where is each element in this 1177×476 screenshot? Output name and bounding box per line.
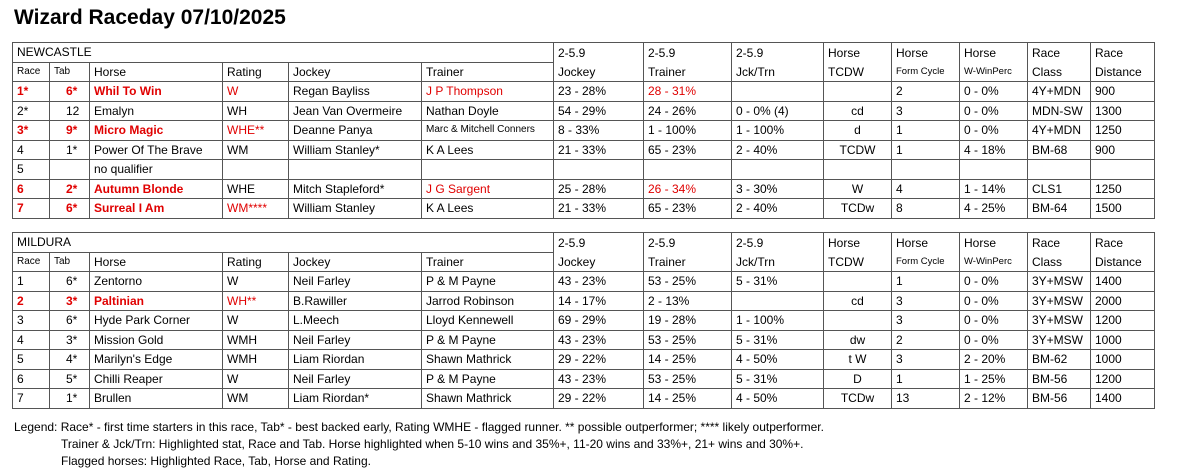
tab-cell: 6* <box>50 272 90 292</box>
legend-line-2: Trainer & Jck/Trn: Highlighted stat, Race and Tab. Horse highlighted when 5-10 wins and 35%+, 11-20 wins and 33%+, 21+ wins and 30%+. <box>61 437 804 451</box>
header-cell: Distance <box>1091 252 1155 272</box>
w-winperc-cell <box>960 160 1028 180</box>
form-cycle-cell <box>892 160 960 180</box>
rating-cell: WMH <box>223 350 289 370</box>
jockey-cell: Liam Riordan <box>289 350 422 370</box>
trainer-cell: Shawn Mathrick <box>422 350 554 370</box>
jockey-cell: William Stanley* <box>289 140 422 160</box>
table-row <box>13 369 1155 389</box>
header-cell: W-WinPerc <box>960 62 1028 82</box>
form-cycle-cell: 3 <box>892 350 960 370</box>
table-row <box>13 389 1155 409</box>
w-winperc-cell: 0 - 0% <box>960 330 1028 350</box>
page-title: Wizard Raceday 07/10/2025 <box>14 6 286 29</box>
mildura-table <box>12 232 1155 409</box>
header-top-cell: Race <box>1028 233 1091 253</box>
jck-trn-cell: 2 - 40% <box>732 199 824 219</box>
jockey-stat-cell: 43 - 23% <box>554 330 644 350</box>
jck-trn-cell: 5 - 31% <box>732 369 824 389</box>
trainer-cell: J P Thompson <box>422 82 554 102</box>
header-cell: Jck/Trn <box>732 62 824 82</box>
distance-cell: 1200 <box>1091 311 1155 331</box>
form-cycle-cell: 1 <box>892 121 960 141</box>
header-cell: Rating <box>223 62 289 82</box>
trainer-stat-cell: 24 - 26% <box>644 101 732 121</box>
trainer-stat-cell: 14 - 25% <box>644 389 732 409</box>
distance-cell: 1250 <box>1091 179 1155 199</box>
distance-cell: 1200 <box>1091 369 1155 389</box>
form-cycle-cell: 3 <box>892 291 960 311</box>
class-cell: 4Y+MDN <box>1028 82 1091 102</box>
header-top-cell: Race <box>1091 233 1155 253</box>
header-top-cell: 2-5.9 <box>554 43 644 63</box>
rating-cell: WHE <box>223 179 289 199</box>
header-cell: Horse <box>90 62 223 82</box>
form-cycle-cell: 2 <box>892 330 960 350</box>
table-row <box>13 160 1155 180</box>
tab-cell: 4* <box>50 350 90 370</box>
jockey-stat-cell: 54 - 29% <box>554 101 644 121</box>
trainer-stat-cell: 2 - 13% <box>644 291 732 311</box>
form-cycle-cell: 4 <box>892 179 960 199</box>
tab-cell: 6* <box>50 199 90 219</box>
horse-cell: Whil To Win <box>90 82 223 102</box>
rating-cell: WMH <box>223 330 289 350</box>
rating-cell: WM <box>223 389 289 409</box>
table-row <box>13 330 1155 350</box>
race-cell: 5 <box>13 350 50 370</box>
w-winperc-cell: 1 - 25% <box>960 369 1028 389</box>
w-winperc-cell: 2 - 20% <box>960 350 1028 370</box>
horse-cell: Autumn Blonde <box>90 179 223 199</box>
newcastle-table <box>12 42 1155 219</box>
horse-cell: Paltinian <box>90 291 223 311</box>
horse-cell: Zentorno <box>90 272 223 292</box>
race-cell: 2 <box>13 291 50 311</box>
rating-cell <box>223 160 289 180</box>
tcdw-cell: cd <box>824 101 892 121</box>
jockey-cell: William Stanley <box>289 199 422 219</box>
table-row <box>13 272 1155 292</box>
jockey-stat-cell: 29 - 22% <box>554 389 644 409</box>
tcdw-cell: W <box>824 179 892 199</box>
rating-cell: W <box>223 272 289 292</box>
class-cell: 3Y+MSW <box>1028 291 1091 311</box>
race-cell: 7 <box>13 199 50 219</box>
class-cell: BM-64 <box>1028 199 1091 219</box>
jockey-stat-cell: 69 - 29% <box>554 311 644 331</box>
legend-line-3: Flagged horses: Highlighted Race, Tab, Horse and Rating. <box>61 454 371 468</box>
meeting-name: NEWCASTLE <box>13 43 554 63</box>
w-winperc-cell: 0 - 0% <box>960 121 1028 141</box>
jockey-cell: Liam Riordan* <box>289 389 422 409</box>
jockey-cell: Neil Farley <box>289 272 422 292</box>
rating-cell: WHE** <box>223 121 289 141</box>
horse-cell: no qualifier <box>90 160 223 180</box>
tcdw-cell: TCDw <box>824 199 892 219</box>
table-row <box>13 82 1155 102</box>
header-cell: Jockey <box>289 252 422 272</box>
trainer-cell: J G Sargent <box>422 179 554 199</box>
class-cell: 3Y+MSW <box>1028 272 1091 292</box>
class-cell: BM-62 <box>1028 350 1091 370</box>
trainer-stat-cell: 26 - 34% <box>644 179 732 199</box>
tcdw-cell: TCDW <box>824 140 892 160</box>
tcdw-cell: cd <box>824 291 892 311</box>
header-cell: Jck/Trn <box>732 252 824 272</box>
trainer-cell: Jarrod Robinson <box>422 291 554 311</box>
header-cell: Race <box>13 62 50 82</box>
w-winperc-cell: 1 - 14% <box>960 179 1028 199</box>
tcdw-cell: t W <box>824 350 892 370</box>
form-cycle-cell: 13 <box>892 389 960 409</box>
jockey-stat-cell: 43 - 23% <box>554 272 644 292</box>
tab-cell: 3* <box>50 330 90 350</box>
trainer-cell: K A Lees <box>422 199 554 219</box>
distance-cell: 1000 <box>1091 350 1155 370</box>
rating-cell: WH** <box>223 291 289 311</box>
distance-cell: 900 <box>1091 82 1155 102</box>
class-cell: BM-56 <box>1028 389 1091 409</box>
race-cell: 5 <box>13 160 50 180</box>
tcdw-cell <box>824 82 892 102</box>
distance-cell: 2000 <box>1091 291 1155 311</box>
jockey-stat-cell: 8 - 33% <box>554 121 644 141</box>
distance-cell: 900 <box>1091 140 1155 160</box>
header-top-cell: Horse <box>892 233 960 253</box>
jck-trn-cell <box>732 160 824 180</box>
table-row <box>13 199 1155 219</box>
table-row <box>13 350 1155 370</box>
trainer-cell: P & M Payne <box>422 272 554 292</box>
tab-cell: 2* <box>50 179 90 199</box>
race-cell: 2* <box>13 101 50 121</box>
header-cell: Tab <box>50 62 90 82</box>
rating-cell: WM <box>223 140 289 160</box>
trainer-cell: Lloyd Kennewell <box>422 311 554 331</box>
header-cell: Rating <box>223 252 289 272</box>
jockey-stat-cell: 29 - 22% <box>554 350 644 370</box>
form-cycle-cell: 3 <box>892 101 960 121</box>
jockey-stat-cell: 25 - 28% <box>554 179 644 199</box>
jck-trn-cell <box>732 291 824 311</box>
header-cell: Tab <box>50 252 90 272</box>
tab-cell: 3* <box>50 291 90 311</box>
trainer-stat-cell: 1 - 100% <box>644 121 732 141</box>
legend <box>14 419 824 470</box>
jockey-stat-cell: 21 - 33% <box>554 199 644 219</box>
tab-cell: 1* <box>50 389 90 409</box>
race-cell: 4 <box>13 330 50 350</box>
header-cell: Form Cycle <box>892 252 960 272</box>
rating-cell: WM**** <box>223 199 289 219</box>
header-top-cell: Horse <box>960 43 1028 63</box>
header-cell: Jockey <box>554 252 644 272</box>
w-winperc-cell: 2 - 12% <box>960 389 1028 409</box>
class-cell: 3Y+MSW <box>1028 311 1091 331</box>
header-top-cell: 2-5.9 <box>732 233 824 253</box>
header-top-cell: Race <box>1028 43 1091 63</box>
trainer-cell: Shawn Mathrick <box>422 389 554 409</box>
race-cell: 3* <box>13 121 50 141</box>
table-row <box>13 179 1155 199</box>
trainer-cell: Nathan Doyle <box>422 101 554 121</box>
jockey-stat-cell: 14 - 17% <box>554 291 644 311</box>
tcdw-cell <box>824 160 892 180</box>
form-cycle-cell: 1 <box>892 369 960 389</box>
header-row-top <box>13 233 1155 253</box>
horse-cell: Marilyn's Edge <box>90 350 223 370</box>
jck-trn-cell: 5 - 31% <box>732 330 824 350</box>
header-cell: Race <box>13 252 50 272</box>
distance-cell: 1300 <box>1091 101 1155 121</box>
w-winperc-cell: 4 - 18% <box>960 140 1028 160</box>
trainer-stat-cell: 53 - 25% <box>644 272 732 292</box>
trainer-stat-cell <box>644 160 732 180</box>
w-winperc-cell: 0 - 0% <box>960 291 1028 311</box>
jck-trn-cell: 1 - 100% <box>732 311 824 331</box>
horse-cell: Chilli Reaper <box>90 369 223 389</box>
header-row-top <box>13 43 1155 63</box>
tcdw-cell: d <box>824 121 892 141</box>
trainer-stat-cell: 19 - 28% <box>644 311 732 331</box>
table-row <box>13 291 1155 311</box>
w-winperc-cell: 0 - 0% <box>960 101 1028 121</box>
tab-cell: 12 <box>50 101 90 121</box>
header-cell: Class <box>1028 252 1091 272</box>
header-top-cell: Race <box>1091 43 1155 63</box>
header-top-cell: 2-5.9 <box>644 233 732 253</box>
header-cell: Trainer <box>644 252 732 272</box>
header-cell: TCDW <box>824 252 892 272</box>
jck-trn-cell: 3 - 30% <box>732 179 824 199</box>
jockey-cell: Regan Bayliss <box>289 82 422 102</box>
jockey-stat-cell: 23 - 28% <box>554 82 644 102</box>
header-cell: Horse <box>90 252 223 272</box>
header-cell: Form Cycle <box>892 62 960 82</box>
tab-cell: 1* <box>50 140 90 160</box>
header-cell: Class <box>1028 62 1091 82</box>
jockey-cell <box>289 160 422 180</box>
class-cell: 4Y+MDN <box>1028 121 1091 141</box>
w-winperc-cell: 0 - 0% <box>960 272 1028 292</box>
tab-cell <box>50 160 90 180</box>
class-cell: BM-56 <box>1028 369 1091 389</box>
trainer-stat-cell: 28 - 31% <box>644 82 732 102</box>
class-cell: MDN-SW <box>1028 101 1091 121</box>
tcdw-cell <box>824 272 892 292</box>
jck-trn-cell: 4 - 50% <box>732 389 824 409</box>
horse-cell: Brullen <box>90 389 223 409</box>
header-cell: Trainer <box>422 252 554 272</box>
jockey-cell: Jean Van Overmeire <box>289 101 422 121</box>
tab-cell: 5* <box>50 369 90 389</box>
jockey-stat-cell: 21 - 33% <box>554 140 644 160</box>
jck-trn-cell: 0 - 0% (4) <box>732 101 824 121</box>
meeting-name: MILDURA <box>13 233 554 253</box>
jockey-stat-cell <box>554 160 644 180</box>
jockey-cell: B.Rawiller <box>289 291 422 311</box>
table-row <box>13 311 1155 331</box>
header-top-cell: 2-5.9 <box>644 43 732 63</box>
race-cell: 6 <box>13 179 50 199</box>
w-winperc-cell: 0 - 0% <box>960 311 1028 331</box>
jck-trn-cell: 2 - 40% <box>732 140 824 160</box>
trainer-cell: Marc & Mitchell Conners <box>422 121 554 141</box>
race-cell: 4 <box>13 140 50 160</box>
jck-trn-cell: 5 - 31% <box>732 272 824 292</box>
distance-cell: 1400 <box>1091 389 1155 409</box>
trainer-cell: P & M Payne <box>422 330 554 350</box>
race-cell: 7 <box>13 389 50 409</box>
horse-cell: Micro Magic <box>90 121 223 141</box>
table-row <box>13 140 1155 160</box>
distance-cell: 1000 <box>1091 330 1155 350</box>
rating-cell: WH <box>223 101 289 121</box>
horse-cell: Hyde Park Corner <box>90 311 223 331</box>
distance-cell: 1500 <box>1091 199 1155 219</box>
rating-cell: W <box>223 82 289 102</box>
header-cell: Jockey <box>554 62 644 82</box>
jck-trn-cell: 4 - 50% <box>732 350 824 370</box>
form-cycle-cell: 1 <box>892 140 960 160</box>
form-cycle-cell: 1 <box>892 272 960 292</box>
trainer-stat-cell: 53 - 25% <box>644 369 732 389</box>
tcdw-cell: TCDw <box>824 389 892 409</box>
form-cycle-cell: 2 <box>892 82 960 102</box>
class-cell: BM-68 <box>1028 140 1091 160</box>
distance-cell: 1250 <box>1091 121 1155 141</box>
trainer-cell: K A Lees <box>422 140 554 160</box>
header-row <box>13 62 1155 82</box>
w-winperc-cell: 4 - 25% <box>960 199 1028 219</box>
header-top-cell: Horse <box>960 233 1028 253</box>
race-cell: 1 <box>13 272 50 292</box>
jockey-cell: Mitch Stapleford* <box>289 179 422 199</box>
header-cell: Distance <box>1091 62 1155 82</box>
class-cell: 3Y+MSW <box>1028 330 1091 350</box>
horse-cell: Mission Gold <box>90 330 223 350</box>
header-top-cell: Horse <box>824 233 892 253</box>
header-top-cell: Horse <box>892 43 960 63</box>
trainer-cell <box>422 160 554 180</box>
jockey-cell: Deanne Panya <box>289 121 422 141</box>
jck-trn-cell <box>732 82 824 102</box>
form-cycle-cell: 8 <box>892 199 960 219</box>
header-cell: W-WinPerc <box>960 252 1028 272</box>
horse-cell: Emalyn <box>90 101 223 121</box>
jockey-stat-cell: 43 - 23% <box>554 369 644 389</box>
form-cycle-cell: 3 <box>892 311 960 331</box>
header-cell: TCDW <box>824 62 892 82</box>
header-top-cell: Horse <box>824 43 892 63</box>
w-winperc-cell: 0 - 0% <box>960 82 1028 102</box>
legend-line-1: Legend: Race* - first time starters in this race, Tab* - best backed early, Rating WMHE - flagged runner. ** possible outperformer; **** likely outperformer. <box>14 420 824 434</box>
jockey-cell: Neil Farley <box>289 330 422 350</box>
trainer-stat-cell: 65 - 23% <box>644 140 732 160</box>
jockey-cell: Neil Farley <box>289 369 422 389</box>
header-cell: Jockey <box>289 62 422 82</box>
trainer-cell: P & M Payne <box>422 369 554 389</box>
tcdw-cell: dw <box>824 330 892 350</box>
distance-cell <box>1091 160 1155 180</box>
trainer-stat-cell: 14 - 25% <box>644 350 732 370</box>
horse-cell: Surreal I Am <box>90 199 223 219</box>
trainer-stat-cell: 65 - 23% <box>644 199 732 219</box>
table-row <box>13 101 1155 121</box>
rating-cell: W <box>223 311 289 331</box>
horse-cell: Power Of The Brave <box>90 140 223 160</box>
tcdw-cell <box>824 311 892 331</box>
jck-trn-cell: 1 - 100% <box>732 121 824 141</box>
tab-cell: 9* <box>50 121 90 141</box>
class-cell: CLS1 <box>1028 179 1091 199</box>
header-top-cell: 2-5.9 <box>554 233 644 253</box>
header-cell: Trainer <box>422 62 554 82</box>
race-cell: 3 <box>13 311 50 331</box>
tcdw-cell: D <box>824 369 892 389</box>
header-top-cell: 2-5.9 <box>732 43 824 63</box>
class-cell <box>1028 160 1091 180</box>
table-row <box>13 121 1155 141</box>
rating-cell: W <box>223 369 289 389</box>
race-cell: 1* <box>13 82 50 102</box>
tab-cell: 6* <box>50 82 90 102</box>
race-cell: 6 <box>13 369 50 389</box>
distance-cell: 1400 <box>1091 272 1155 292</box>
tab-cell: 6* <box>50 311 90 331</box>
header-row <box>13 252 1155 272</box>
trainer-stat-cell: 53 - 25% <box>644 330 732 350</box>
header-cell: Trainer <box>644 62 732 82</box>
jockey-cell: L.Meech <box>289 311 422 331</box>
